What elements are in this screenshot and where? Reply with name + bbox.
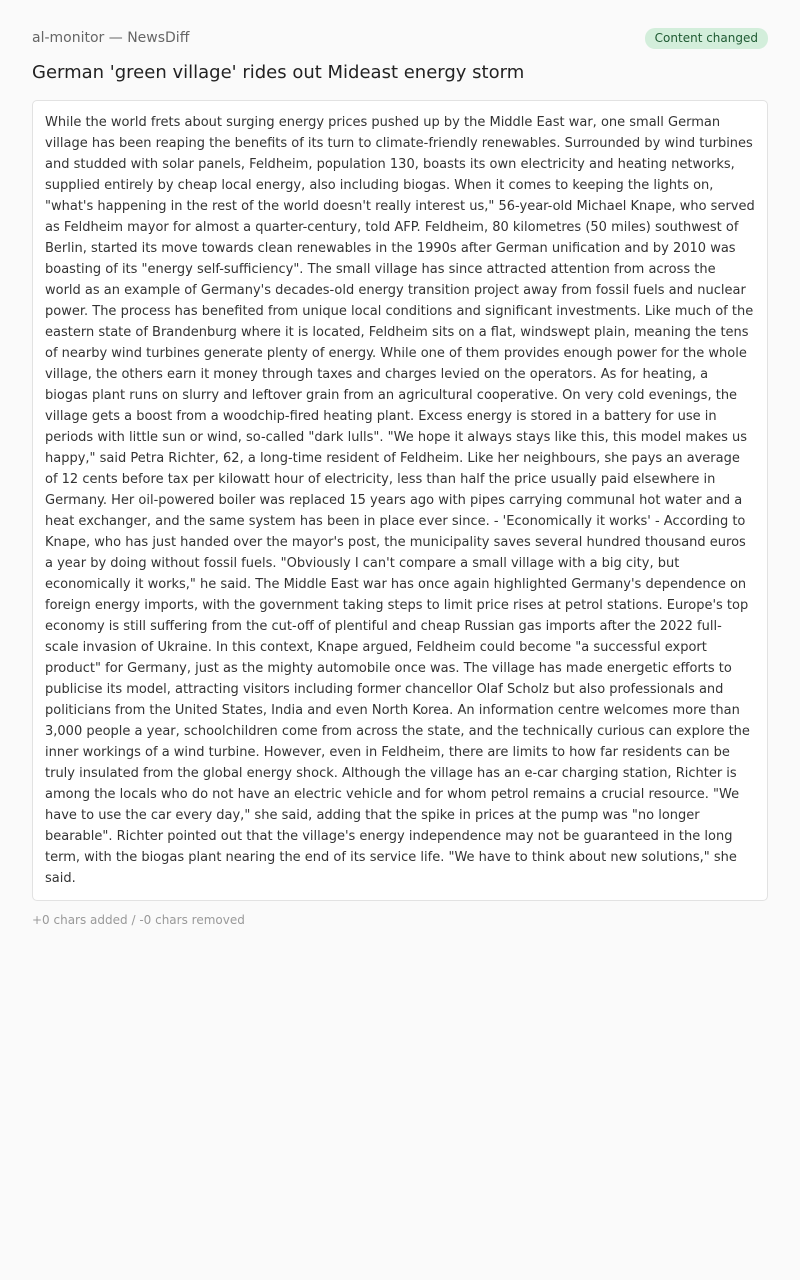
status-badge: Content changed bbox=[645, 28, 768, 49]
source-label: al-monitor — NewsDiff bbox=[32, 30, 190, 46]
diff-stats: +0 chars added / -0 chars removed bbox=[32, 913, 245, 927]
page-header bbox=[32, 28, 768, 48]
article-title: German 'green village' rides out Mideast energy storm bbox=[32, 62, 525, 83]
article-body: While the world frets about surging energy prices pushed up by the Middle East war, one small German village has been reaping the benefits of its turn to climate-friendly renewables. Surrounded by wind turbines and studded with solar panels, Feldheim, population 130, boasts its own electricity and heating networks, supplied entirely by cheap local energy, also including biogas. When it comes to keeping the lights on, "what's happening in the rest of the world doesn't really interest us," 56-year-old Michael Knape, who served as Feldheim mayor for almost a quarter-century, told AFP. Feldheim, 80 kilometres (50 miles) southwest of Berlin, started its move towards clean renewables in the 1990s after German unification and by 2010 was boasting of its "energy self-sufficiency". The small village has since attracted attention from across the world as an example of Germany's decades-old energy transition project away from fossil fuels and nuclear power. The process has benefited from unique local conditions and significant investments. Like much of the eastern state of Brandenburg where it is located, Feldheim sits on a flat, windswept plain, meaning the tens of nearby wind turbines generate plenty of energy. While one of them provides enough power for the whole village, the others earn it money through taxes and charges levied on the operators. As for heating, a biogas plant runs on slurry and leftover grain from an agricultural cooperative. On very cold evenings, the village gets a boost from a woodchip-fired heating plant. Excess energy is stored in a battery for use in periods with little sun or wind, so-called "dark lulls". "We hope it always stays like this, this model makes us happy," said Petra Richter, 62, a long-time resident of Feldheim. Like her neighbours, she pays an average of 12 cents before tax per kilowatt hour of electricity, less than half the price usually paid elsewhere in Germany. Her oil-powered boiler was replaced 15 years ago with pipes carrying communal hot water and a heat exchanger, and the same system has been in place ever since. - 'Economically it works' - According to Knape, who has just handed over the mayor's post, the municipality saves several hundred thousand euros a year by doing without fossil fuels. "Obviously I can't compare a small village with a big city, but economically it works," he said. The Middle East war has once again highlighted Germany's dependence on foreign energy imports, with the government taking steps to limit price rises at petrol stations. Europe's top economy is still suffering from the cut-off of plentiful and cheap Russian gas imports after the 2022 full-scale invasion of Ukraine. In this context, Knape argued, Feldheim could become "a successful export product" for Germany, just as the mighty automobile once was. The village has made energetic efforts to publicise its model, attracting visitors including former chancellor Olaf Scholz but also professionals and politicians from the United States, India and even North Korea. An information centre welcomes more than 3,000 people a year, schoolchildren come from across the state, and the technically curious can explore the inner workings of a wind turbine. However, even in Feldheim, there are limits to how far residents can be truly insulated from the global energy shock. Although the village has an e-car charging station, Richter is among the locals who do not have an electric vehicle and for whom petrol remains a crucial resource. "We have to use the car every day," she said, adding that the spike in prices at the pump was "no longer bearable". Richter pointed out that the village's energy independence may not be guaranteed in the long term, with the biogas plant nearing the end of its service life. "We have to think about new solutions," she said. bbox=[32, 100, 768, 901]
